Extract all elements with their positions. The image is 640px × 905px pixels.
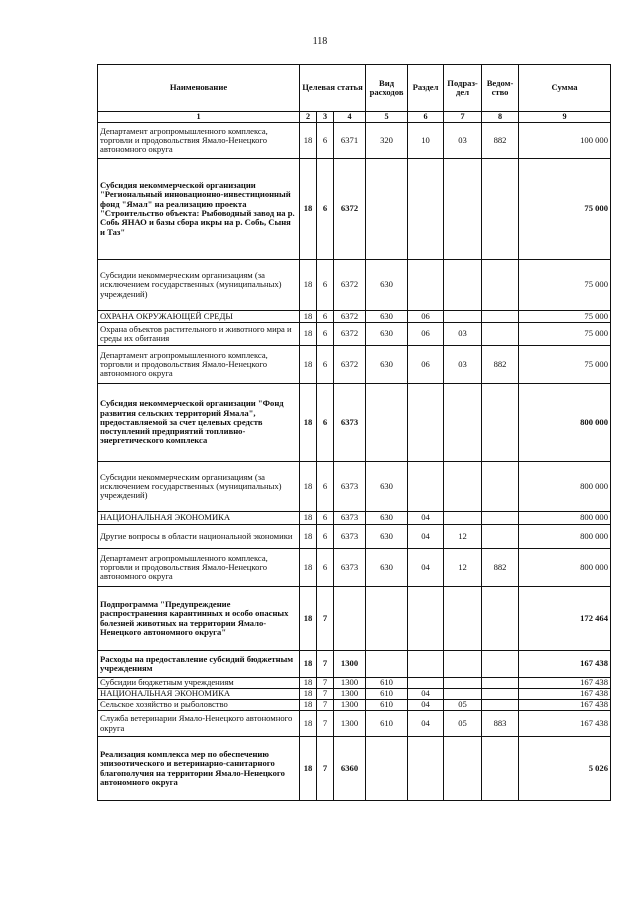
row-department xyxy=(482,587,519,651)
column-number-row xyxy=(98,112,611,123)
row-expense-type: 630 xyxy=(366,346,408,384)
row-target-program: 18 xyxy=(300,159,317,260)
row-section: 10 xyxy=(408,123,444,159)
header-department: Ведом-ство xyxy=(482,65,519,112)
row-section xyxy=(408,678,444,689)
row-expense-type: 630 xyxy=(366,311,408,323)
column-number: 2 xyxy=(300,112,317,123)
table-row xyxy=(98,159,611,260)
table-row xyxy=(98,260,611,311)
row-target-program: 18 xyxy=(300,311,317,323)
row-name: Сельское хозяйство и рыболовство xyxy=(98,700,300,711)
row-target-program: 18 xyxy=(300,689,317,700)
row-expense-type xyxy=(366,651,408,678)
page-number: 118 xyxy=(312,36,328,47)
row-target-program: 18 xyxy=(300,260,317,311)
column-number: 8 xyxy=(482,112,519,123)
row-target-subprogram: 6 xyxy=(317,159,334,260)
row-amount: 172 464 xyxy=(519,587,611,651)
row-subsection xyxy=(444,159,482,260)
row-expense-type: 630 xyxy=(366,549,408,587)
row-subsection xyxy=(444,311,482,323)
row-expense-type: 630 xyxy=(366,323,408,346)
row-name: Субсидии некоммерческим организациям (за исключением государственных (муниципальных) учреждений) xyxy=(98,462,300,512)
row-subsection xyxy=(444,260,482,311)
row-amount: 167 438 xyxy=(519,689,611,700)
row-target-program: 18 xyxy=(300,323,317,346)
row-name: Расходы на предоставление субсидий бюджетным учреждениям xyxy=(98,651,300,678)
row-target-code: 6373 xyxy=(334,384,366,462)
row-name: НАЦИОНАЛЬНАЯ ЭКОНОМИКА xyxy=(98,689,300,700)
row-section xyxy=(408,587,444,651)
row-amount: 167 438 xyxy=(519,651,611,678)
row-section xyxy=(408,260,444,311)
row-target-subprogram: 7 xyxy=(317,711,334,737)
row-section: 04 xyxy=(408,700,444,711)
row-section xyxy=(408,159,444,260)
row-expense-type: 610 xyxy=(366,678,408,689)
row-target-subprogram: 7 xyxy=(317,689,334,700)
column-number: 3 xyxy=(317,112,334,123)
row-target-code: 6373 xyxy=(334,549,366,587)
row-subsection xyxy=(444,587,482,651)
row-target-program: 18 xyxy=(300,700,317,711)
row-section xyxy=(408,737,444,801)
row-name: Субсидии некоммерческим организациям (за исключением государственных (муниципальных) учреждений) xyxy=(98,260,300,311)
row-department: 883 xyxy=(482,711,519,737)
header-target: Целевая статья xyxy=(300,65,366,112)
row-target-code: 1300 xyxy=(334,651,366,678)
row-target-code: 1300 xyxy=(334,689,366,700)
row-subsection xyxy=(444,678,482,689)
row-target-subprogram: 6 xyxy=(317,123,334,159)
row-target-program: 18 xyxy=(300,384,317,462)
header-amount: Сумма xyxy=(519,65,611,112)
row-section: 04 xyxy=(408,525,444,549)
table-row xyxy=(98,512,611,525)
row-subsection: 05 xyxy=(444,711,482,737)
header-row xyxy=(98,65,611,112)
row-subsection xyxy=(444,689,482,700)
row-name: Департамент агропромышленного комплекса, торговли и продовольствия Ямало-Ненецкого автономного округа xyxy=(98,346,300,384)
row-target-subprogram: 6 xyxy=(317,346,334,384)
header-expense-type: Вид расходов xyxy=(366,65,408,112)
row-department xyxy=(482,525,519,549)
row-target-subprogram: 6 xyxy=(317,512,334,525)
row-target-subprogram: 7 xyxy=(317,651,334,678)
column-number: 6 xyxy=(408,112,444,123)
row-target-code xyxy=(334,587,366,651)
row-subsection: 03 xyxy=(444,323,482,346)
row-expense-type xyxy=(366,384,408,462)
row-amount: 75 000 xyxy=(519,260,611,311)
row-target-subprogram: 7 xyxy=(317,678,334,689)
row-expense-type xyxy=(366,587,408,651)
row-subsection: 03 xyxy=(444,123,482,159)
row-amount: 75 000 xyxy=(519,346,611,384)
row-target-code: 6360 xyxy=(334,737,366,801)
row-target-code: 6372 xyxy=(334,346,366,384)
row-expense-type xyxy=(366,737,408,801)
table-row xyxy=(98,737,611,801)
row-name: Субсидии бюджетным учреждениям xyxy=(98,678,300,689)
column-number: 9 xyxy=(519,112,611,123)
table-row xyxy=(98,462,611,512)
column-number: 4 xyxy=(334,112,366,123)
row-department: 882 xyxy=(482,346,519,384)
row-name: Департамент агропромышленного комплекса, торговли и продовольствия Ямало-Ненецкого автономного округа xyxy=(98,123,300,159)
row-section: 04 xyxy=(408,512,444,525)
row-name: Департамент агропромышленного комплекса, торговли и продовольствия Ямало-Ненецкого автономного округа xyxy=(98,549,300,587)
row-target-subprogram: 6 xyxy=(317,311,334,323)
row-section: 06 xyxy=(408,323,444,346)
row-target-code: 6373 xyxy=(334,525,366,549)
row-amount: 75 000 xyxy=(519,311,611,323)
row-target-program: 18 xyxy=(300,587,317,651)
row-section: 04 xyxy=(408,549,444,587)
row-expense-type: 610 xyxy=(366,700,408,711)
row-target-code: 6371 xyxy=(334,123,366,159)
row-section xyxy=(408,651,444,678)
table-row xyxy=(98,323,611,346)
row-section: 04 xyxy=(408,689,444,700)
row-name: Субсидия некоммерческой организации "Фонд развития сельских территорий Ямала", предоставляемой за счет целевых средств поступлений предприятий топливно-энергетического комплекса xyxy=(98,384,300,462)
row-subsection: 12 xyxy=(444,549,482,587)
row-name: ОХРАНА ОКРУЖАЮЩЕЙ СРЕДЫ xyxy=(98,311,300,323)
row-target-code: 6372 xyxy=(334,311,366,323)
table-row xyxy=(98,587,611,651)
row-department xyxy=(482,678,519,689)
row-target-subprogram: 7 xyxy=(317,700,334,711)
row-expense-type: 610 xyxy=(366,689,408,700)
table-row xyxy=(98,311,611,323)
row-department xyxy=(482,311,519,323)
row-expense-type xyxy=(366,159,408,260)
row-section xyxy=(408,462,444,512)
row-target-program: 18 xyxy=(300,512,317,525)
column-number: 1 xyxy=(98,112,300,123)
row-target-program: 18 xyxy=(300,549,317,587)
row-department xyxy=(482,260,519,311)
table-row xyxy=(98,346,611,384)
row-amount: 167 438 xyxy=(519,711,611,737)
row-target-subprogram: 7 xyxy=(317,587,334,651)
row-name: Субсидия некоммерческой организации "Региональный инновационно-инвестиционный фонд "Ямал" на реализацию проекта "Строительство объекта: Рыбоводный завод на р. Собь ЯНАО и базы сбора икры на р. Собь, Сыня и Таз" xyxy=(98,159,300,260)
row-amount: 75 000 xyxy=(519,323,611,346)
row-amount: 800 000 xyxy=(519,525,611,549)
row-target-code: 1300 xyxy=(334,678,366,689)
row-department xyxy=(482,512,519,525)
row-amount: 5 026 xyxy=(519,737,611,801)
row-subsection xyxy=(444,462,482,512)
row-target-code: 6373 xyxy=(334,462,366,512)
row-target-code: 6372 xyxy=(334,260,366,311)
row-target-code: 6372 xyxy=(334,159,366,260)
header-subsection: Подраз-дел xyxy=(444,65,482,112)
row-department: 882 xyxy=(482,549,519,587)
row-subsection xyxy=(444,651,482,678)
table-row xyxy=(98,123,611,159)
row-department xyxy=(482,323,519,346)
row-target-subprogram: 6 xyxy=(317,525,334,549)
row-department xyxy=(482,384,519,462)
header-name: Наименование xyxy=(98,65,300,112)
row-target-program: 18 xyxy=(300,651,317,678)
row-target-subprogram: 6 xyxy=(317,260,334,311)
row-target-program: 18 xyxy=(300,346,317,384)
row-target-code: 6372 xyxy=(334,323,366,346)
row-expense-type: 630 xyxy=(366,525,408,549)
row-amount: 75 000 xyxy=(519,159,611,260)
row-target-subprogram: 6 xyxy=(317,462,334,512)
row-amount: 800 000 xyxy=(519,384,611,462)
row-subsection: 03 xyxy=(444,346,482,384)
row-amount: 167 438 xyxy=(519,700,611,711)
budget-table xyxy=(97,64,611,801)
table-row xyxy=(98,384,611,462)
table-row xyxy=(98,700,611,711)
row-section xyxy=(408,384,444,462)
row-department xyxy=(482,689,519,700)
row-department xyxy=(482,159,519,260)
table-row xyxy=(98,549,611,587)
row-name: Другие вопросы в области национальной экономики xyxy=(98,525,300,549)
row-name: НАЦИОНАЛЬНАЯ ЭКОНОМИКА xyxy=(98,512,300,525)
row-department xyxy=(482,462,519,512)
row-expense-type: 630 xyxy=(366,512,408,525)
header-section: Раздел xyxy=(408,65,444,112)
row-target-program: 18 xyxy=(300,462,317,512)
row-target-code: 1300 xyxy=(334,711,366,737)
table-row xyxy=(98,689,611,700)
row-section: 06 xyxy=(408,346,444,384)
row-name: Реализация комплекса мер по обеспечению эпизоотического и ветеринарно-санитарного благополучия на территории Ямало-Ненецкого автономного округа xyxy=(98,737,300,801)
row-target-program: 18 xyxy=(300,711,317,737)
row-department: 882 xyxy=(482,123,519,159)
row-department xyxy=(482,651,519,678)
table-row xyxy=(98,651,611,678)
row-expense-type: 630 xyxy=(366,462,408,512)
row-target-code: 1300 xyxy=(334,700,366,711)
row-target-subprogram: 6 xyxy=(317,323,334,346)
table-row xyxy=(98,711,611,737)
column-number: 5 xyxy=(366,112,408,123)
row-section: 06 xyxy=(408,311,444,323)
row-amount: 800 000 xyxy=(519,462,611,512)
row-target-subprogram: 7 xyxy=(317,737,334,801)
row-subsection: 12 xyxy=(444,525,482,549)
row-name: Подпрограмма "Предупреждение распространения карантинных и особо опасных болезней животных на территории Ямало-Ненецкого автономного округа" xyxy=(98,587,300,651)
row-name: Охрана объектов растительного и животного мира и среды их обитания xyxy=(98,323,300,346)
row-expense-type: 630 xyxy=(366,260,408,311)
table-row xyxy=(98,525,611,549)
row-subsection xyxy=(444,384,482,462)
row-name: Служба ветеринарии Ямало-Ненецкого автономного округа xyxy=(98,711,300,737)
row-target-program: 18 xyxy=(300,678,317,689)
table-row xyxy=(98,678,611,689)
row-department xyxy=(482,737,519,801)
row-amount: 167 438 xyxy=(519,678,611,689)
row-target-subprogram: 6 xyxy=(317,384,334,462)
row-department xyxy=(482,700,519,711)
row-target-code: 6373 xyxy=(334,512,366,525)
row-expense-type: 610 xyxy=(366,711,408,737)
row-subsection: 05 xyxy=(444,700,482,711)
row-target-program: 18 xyxy=(300,525,317,549)
column-number: 7 xyxy=(444,112,482,123)
row-subsection xyxy=(444,512,482,525)
row-expense-type: 320 xyxy=(366,123,408,159)
row-section: 04 xyxy=(408,711,444,737)
row-amount: 800 000 xyxy=(519,549,611,587)
row-amount: 100 000 xyxy=(519,123,611,159)
row-target-subprogram: 6 xyxy=(317,549,334,587)
row-target-program: 18 xyxy=(300,123,317,159)
row-subsection xyxy=(444,737,482,801)
row-target-program: 18 xyxy=(300,737,317,801)
row-amount: 800 000 xyxy=(519,512,611,525)
